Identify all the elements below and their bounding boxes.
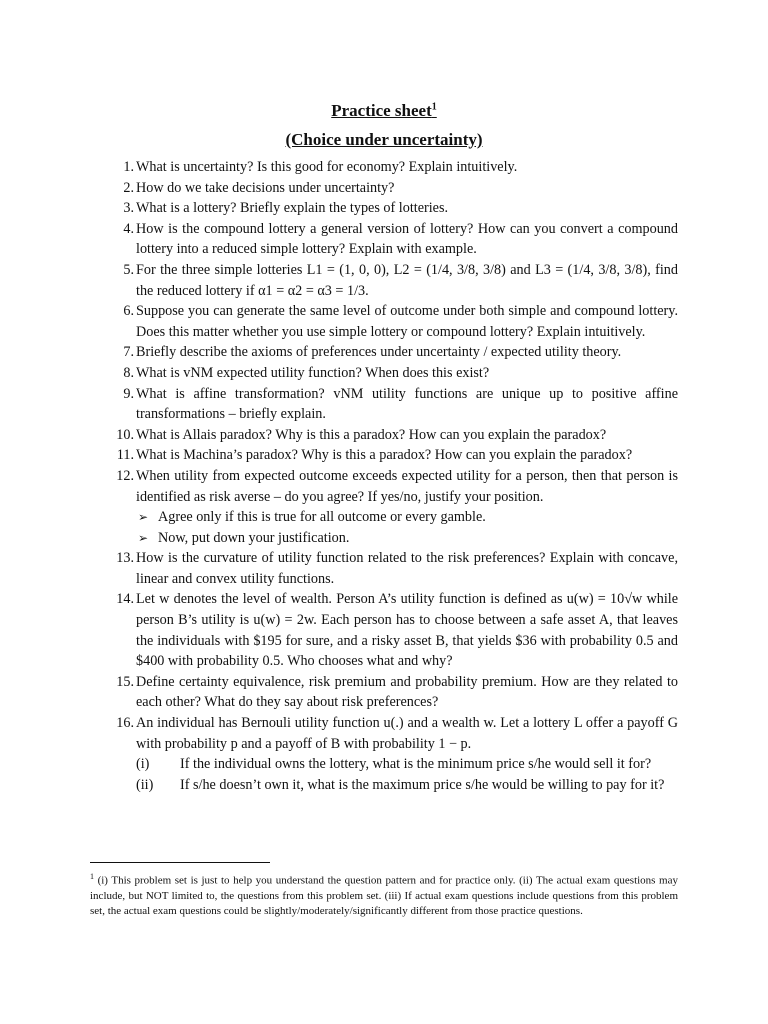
footnote-text: (i) This problem set is just to help you understand the question pattern and for practice only. (ii) The actual exam questions may include, but NOT limited to, the questions from this problem set. (iii) If actual exam questions include questions from this problem set, the actual exam questions could be slightly/moderately/significantly different from those practice questions. — [90, 874, 678, 918]
bullet-item — [136, 507, 678, 528]
footnote-divider — [90, 862, 270, 863]
question-number: 3 . — [104, 198, 136, 219]
question-number: 13 . — [104, 548, 136, 569]
bullet-text: Now, put down your justification. — [158, 529, 350, 546]
page-subtitle: (Choice under uncertainty) — [285, 130, 483, 149]
page-title — [0, 101, 768, 121]
question-item — [104, 178, 678, 199]
question-text: What is a lottery? Briefly explain the types of lotteries. — [136, 200, 449, 217]
footnote-number: 1 — [90, 872, 94, 881]
question-number: 12 . — [104, 466, 136, 487]
bullet-item — [136, 528, 678, 549]
sub-question-item — [136, 754, 678, 775]
question-number: 14 . — [104, 589, 136, 610]
question-number: 9 . — [104, 384, 136, 405]
question-number: 6 . — [104, 301, 136, 322]
question-text: Define certainty equivalence, risk premium and probability premium. How are they related to each other? What do they say about risk preferences? — [136, 673, 678, 711]
sub-question-numeral: (ii) — [136, 776, 154, 793]
question-number: 8 . — [104, 363, 136, 384]
bullet-list — [136, 507, 678, 548]
question-item — [104, 384, 678, 425]
sub-question-list — [136, 754, 678, 795]
question-text: What is affine transformation? vNM utility functions are unique up to positive affine transformations – briefly explain. — [136, 385, 678, 423]
question-item — [104, 672, 678, 713]
footnote-marker: 1 — [431, 101, 437, 113]
question-text: Briefly describe the axioms of preferences under uncertainty / expected utility theory. — [136, 344, 622, 361]
question-number: 7 . — [104, 342, 136, 363]
question-number: 4 . — [104, 219, 136, 240]
sub-question-item — [136, 775, 678, 796]
question-item — [104, 157, 678, 178]
sub-question-text: If s/he doesn’t own it, what is the maximum price s/he would be willing to pay for it? — [180, 776, 665, 793]
question-item — [104, 589, 678, 671]
question-number: 16 . — [104, 713, 136, 734]
question-number: 5 . — [104, 260, 136, 281]
question-number: 2 . — [104, 178, 136, 199]
question-text: What is Allais paradox? Why is this a paradox? How can you explain the paradox? — [136, 426, 607, 443]
question-item — [104, 342, 678, 363]
question-number: 15 . — [104, 672, 136, 693]
question-item — [104, 466, 678, 548]
question-number: 1 . — [104, 157, 136, 178]
question-list — [104, 157, 678, 795]
bullet-text: Agree only if this is true for all outcome or every gamble. — [158, 509, 486, 526]
page-title-text: Practice sheet — [331, 101, 432, 120]
question-text: What is vNM expected utility function? When does this exist? — [136, 364, 490, 381]
footnote — [90, 869, 678, 920]
question-item — [104, 713, 678, 795]
question-text: How do we take decisions under uncertainty? — [136, 179, 395, 196]
question-item — [104, 445, 678, 466]
question-text: Let w denotes the level of wealth. Person A’s utility function is defined as u(w) = 10√w while person B’s utility is u(w) = 2w. Each person has to choose between a safe asset A, that leaves the individuals with $195 for sure, and a risky asset B, that yields $36 with probability 0.5 and $400 with probability 0.5. Who chooses what and why? — [136, 591, 678, 670]
question-text: What is Machina’s paradox? Why is this a paradox? How can you explain the paradox? — [136, 447, 633, 464]
question-text: When utility from expected outcome exceeds expected utility for a person, then that person is identified as risk averse – do you agree? If yes/no, justify your position. — [136, 467, 678, 505]
question-text: For the three simple lotteries L1 = (1, 0, 0), L2 = (1/4, 3/8, 3/8) and L3 = (1/4, 3/8, 3/8), find the reduced lottery if α1 = α2 = α3 = 1/3. — [136, 261, 678, 299]
question-item — [104, 363, 678, 384]
question-item — [104, 198, 678, 219]
sub-question-text: If the individual owns the lottery, what is the minimum price s/he would sell it for? — [180, 756, 652, 773]
question-text: How is the compound lottery a general version of lottery? How can you convert a compound lottery into a reduced simple lottery? Explain with example. — [136, 220, 678, 258]
question-text: Suppose you can generate the same level of outcome under both simple and compound lottery. Does this matter whether you use simple lottery or compound lottery? Explain intuitively. — [136, 303, 678, 340]
question-item — [104, 301, 678, 342]
question-text: How is the curvature of utility function related to the risk preferences? Explain with concave, linear and convex utility functions. — [136, 550, 678, 587]
question-text: An individual has Bernouli utility function u(.) and a wealth w. Let a lottery L offer a payoff G with probability p and a payoff of B with probability 1 − p. — [136, 715, 678, 752]
question-item — [104, 260, 678, 301]
question-item — [104, 219, 678, 260]
question-item — [104, 548, 678, 589]
question-item — [104, 425, 678, 446]
sub-question-numeral: (i) — [136, 756, 150, 773]
arrow-bullet-icon: ➢ — [138, 510, 149, 525]
question-number: 10 . — [104, 425, 136, 446]
question-text: What is uncertainty? Is this good for economy? Explain intuitively. — [136, 159, 518, 175]
question-number: 11 . — [104, 445, 136, 466]
arrow-bullet-icon: ➢ — [138, 530, 149, 545]
